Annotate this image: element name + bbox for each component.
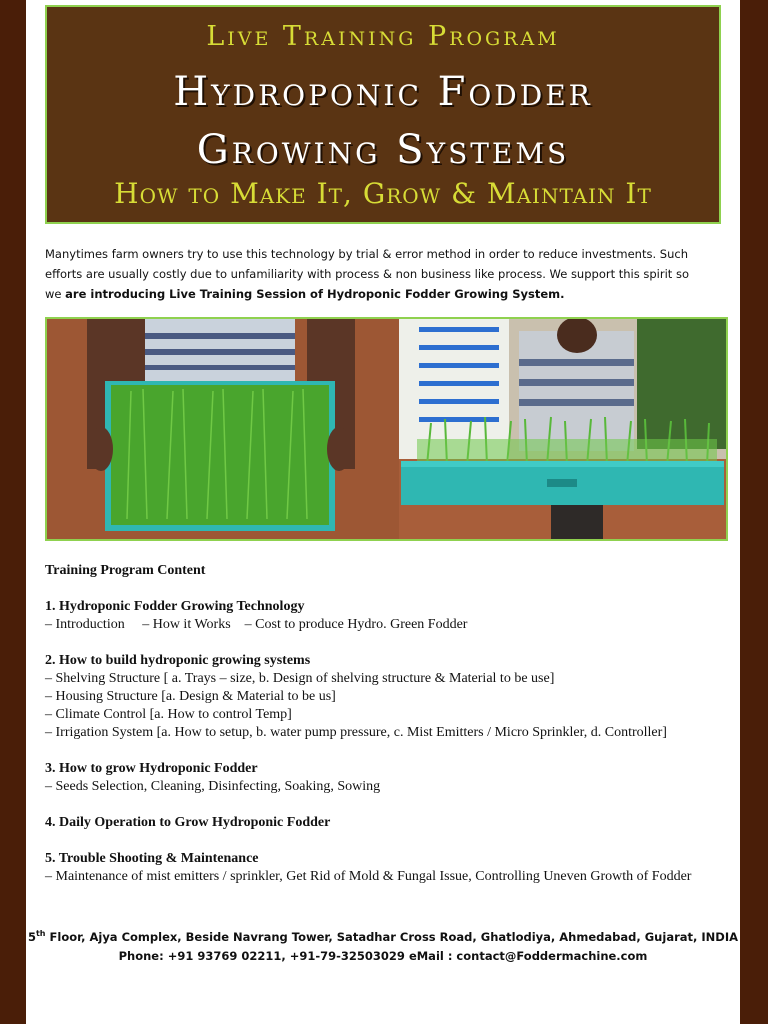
intro-text: Manytimes farm owners try to use this technology by trial & error method in order to reduce investments. Such efforts are usually costly due to unfamiliarity with process & non business like process. We support this spirit so we xyxy=(45,247,689,301)
section-heading: 4. Daily Operation to Grow Hydroponic Fodder xyxy=(45,815,331,830)
section-line: – Climate Control [a. How to control Temp] xyxy=(45,707,292,722)
footer-contact: Phone: +91 93769 02211, +91-79-32503029 eMail : contact@Foddermachine.com xyxy=(118,948,648,963)
title-banner xyxy=(45,5,721,224)
section-line: – Irrigation System [a. How to setup, b. water pump pressure, c. Mist Emitters / Micro Sprinkler, d. Controller] xyxy=(45,725,667,740)
footer-floor-suffix: th xyxy=(35,929,46,938)
content-title: Training Program Content xyxy=(45,563,206,578)
section-heading: 2. How to build hydroponic growing systems xyxy=(45,653,311,668)
footer-address-text: Floor, Ajya Complex, Beside Navrang Tower, Satadhar Cross Road, Ghatlodiya, Ahmedabad, Gujarat, INDIA xyxy=(45,929,739,944)
banner-title-line-1: Hydroponic Fodder xyxy=(173,69,593,115)
intro-bold-text: are introducing Live Training Session of Hydroponic Fodder Growing System. xyxy=(65,287,565,301)
banner-title-line-2: Growing Systems xyxy=(196,127,570,173)
contact-footer xyxy=(26,924,740,966)
section-heading: 3. How to grow Hydroponic Fodder xyxy=(45,761,258,776)
section-line: – Housing Structure [a. Design & Material to be us] xyxy=(45,689,336,704)
section-line: – Seeds Selection, Cleaning, Disinfecting, Soaking, Sowing xyxy=(45,779,381,794)
flyer-page xyxy=(26,0,740,1024)
banner-subtitle: Live Training Program xyxy=(206,21,560,52)
section-line: – Introduction – How it Works – Cost to produce Hydro. Green Fodder xyxy=(45,617,468,632)
training-content xyxy=(45,562,715,886)
banner-tagline: How to Make It, Grow & Maintain It xyxy=(114,177,652,210)
section-heading: 5. Trouble Shooting & Maintenance xyxy=(45,851,259,866)
footer-floor-number: 5 xyxy=(27,929,36,944)
section-line: – Maintenance of mist emitters / sprinkler, Get Rid of Mold & Fungal Issue, Controlling Uneven Growth of Fodder xyxy=(45,869,692,884)
fodder-photo xyxy=(45,317,728,541)
section-line: – Shelving Structure [ a. Trays – size, b. Design of shelving structure & Material to be use] xyxy=(45,671,555,686)
footer-address xyxy=(26,924,740,947)
intro-paragraph xyxy=(45,244,705,304)
section-heading: 1. Hydroponic Fodder Growing Technology xyxy=(45,599,305,614)
